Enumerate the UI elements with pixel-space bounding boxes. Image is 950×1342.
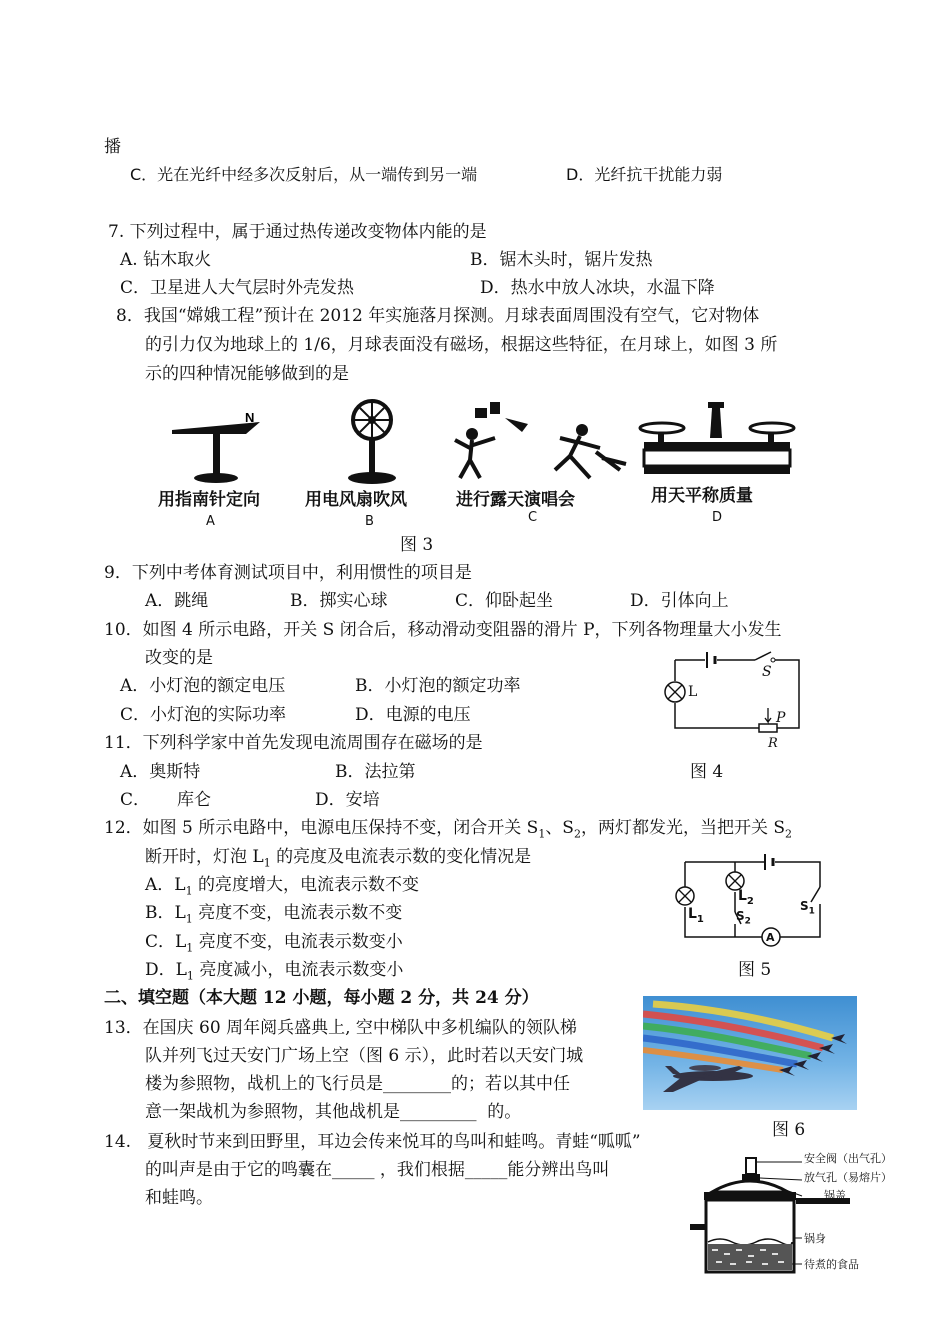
cooker-label-body: 锅身: [804, 1232, 826, 1245]
q10-option-d: D．电源的电压: [355, 705, 471, 725]
q10-line2: 改变的是: [145, 648, 213, 668]
q9-option-d: D．引体向上: [630, 591, 729, 611]
fig4-label-l: L: [688, 684, 698, 700]
q12-option-d: D．$L_1$ 亮度减小，电流表示数变小: [145, 960, 404, 983]
q12-line2: 断开时，灯泡 $L_1$ 的亮度及电流表示数的变化情况是: [145, 847, 532, 870]
q11-option-a: A．奥斯特: [120, 762, 201, 782]
q13-line1: 13．在国庆 60 周年阅兵盛典上, 空中梯队中多机编队的领队梯: [104, 1018, 577, 1038]
q8-line3: 示的四种情况能够做到的是: [145, 364, 349, 384]
q8-line2: 的引力仅为地球上的 1/6，月球表面没有磁场，根据这些特征，在月球上，如图 3 所: [145, 335, 778, 355]
fig3-letter-d: D: [712, 510, 723, 525]
q11-option-b: B．法拉第: [335, 762, 416, 782]
cooker-label-food: 待煮的食品: [804, 1258, 859, 1271]
compass-stand-icon: [172, 410, 260, 483]
fig5-label-s1: $S_1$: [800, 899, 815, 917]
fig3-letter-b: B: [365, 514, 374, 529]
cooker-label-safety-valve: 安全阀（出气孔）: [804, 1152, 892, 1165]
q10-option-b: B．小灯泡的额定功率: [355, 676, 521, 696]
fig5-ammeter-label: A: [766, 931, 775, 944]
q9-stem: 9．下列中考体育测试项目中，利用惯性的项目是: [104, 563, 472, 583]
prev-option-c: C．光在光纤中经多次反射后，从一端传到另一端: [130, 165, 478, 184]
q10-line1: 10．如图 4 所示电路，开关 S 闭合后，移动滑动变阻器的滑片 P，下列各物理量大小发生: [104, 620, 782, 640]
q11-option-c: C． 库仑: [120, 790, 212, 810]
pressure-cooker-diagram: [690, 1150, 800, 1280]
q12-option-a: A．$L_1$ 的亮度增大，电流表示数不变: [145, 875, 419, 898]
q14-line3: 和蛙鸣。: [145, 1188, 213, 1208]
q12-line1: 12．如图 5 所示电路中，电源电压保持不变，闭合开关 $S_1$、$S_2$，两灯都发光，当把开关 $S_2$: [104, 818, 793, 841]
q10-option-a: A．小灯泡的额定电压: [120, 676, 286, 696]
figure-6-photo: [643, 996, 857, 1110]
prev-line-end: 播: [104, 137, 121, 157]
fig6-caption: 图 6: [772, 1120, 806, 1140]
fig3-letter-a: A: [206, 514, 215, 529]
fig3-caption: 图 3: [400, 535, 434, 555]
q13-line2: 队并列飞过天安门广场上空（图 6 示），此时若以天安门城: [145, 1046, 584, 1066]
fig4-label-p: P: [776, 710, 786, 726]
section-2-heading: 二、填空题（本大题 12 小题，每小题 2 分，共 24 分）: [104, 988, 539, 1008]
q13-line3: 楼为参照物，战机上的飞行员是________的；若以其中任: [145, 1074, 570, 1094]
fig3-letter-c: C: [528, 510, 538, 525]
electric-fan-icon: [348, 401, 396, 484]
fig4-label-r: R: [768, 736, 778, 751]
q12-option-b: B．$L_1$ 亮度不变，电流表示数不变: [145, 903, 403, 926]
q7-stem: 7. 下列过程中，属于通过热传递改变物体内能的是: [108, 222, 487, 242]
fig3-label-c: 进行露天演唱会: [456, 490, 575, 510]
cooker-label-vent: 放气孔（易熔片）: [804, 1171, 892, 1184]
fig4-caption: 图 4: [690, 762, 724, 782]
fig5-label-l2: $L_2$: [738, 888, 754, 907]
q7-option-c: C．卫星进人大气层时外壳发热: [120, 278, 355, 298]
balance-scale-icon: [640, 402, 794, 474]
fig5-label-l1: $L_1$: [688, 906, 704, 925]
fig3-label-b: 用电风扇吹风: [305, 490, 407, 510]
prev-option-d: D．光纤抗干扰能力弱: [566, 165, 723, 184]
q11-stem: 11．下列科学家中首先发现电流周围存在磁场的是: [104, 733, 483, 753]
q7-option-a: A. 钻木取火: [120, 250, 212, 270]
q9-option-a: A．跳绳: [145, 591, 209, 611]
q14-line1: 14. 夏秋时节来到田野里，耳边会传来悦耳的鸟叫和蛙鸣。青蛙“呱呱”: [104, 1132, 641, 1152]
q10-option-c: C．小灯泡的实际功率: [120, 705, 287, 725]
fig3-label-a: 用指南针定向: [158, 490, 260, 510]
fig3-label-d: 用天平称质量: [651, 486, 753, 506]
q9-option-c: C．仰卧起坐: [455, 591, 554, 611]
aircraft-smoke-image: [643, 996, 857, 1110]
q7-option-d: D．热水中放人冰块，水温下降: [480, 278, 715, 298]
q12-option-c: C．$L_1$ 亮度不变，电流表示数变小: [145, 932, 403, 955]
q14-line2: 的叫声是由于它的鸣囊在_____ ，我们根据_____能分辨出鸟叫: [145, 1160, 610, 1180]
q9-option-b: B．掷实心球: [290, 591, 388, 611]
q11-option-d: D．安培: [315, 790, 380, 810]
q13-line4: 意一架战机为参照物，其他战机是_________ 的。: [145, 1102, 522, 1122]
fig4-label-s: S: [762, 664, 772, 680]
fig5-label-s2: $S_2$: [736, 909, 751, 927]
svg-text:N: N: [245, 410, 255, 425]
fig5-caption: 图 5: [738, 960, 772, 980]
concert-singers-icon: [455, 402, 626, 478]
q7-option-b: B．锯木头时，锯片发热: [470, 250, 653, 270]
q8-line1: 8．我国“嫦娥工程”预计在 2012 年实施落月探测。月球表面周围没有空气，它对物体: [116, 306, 760, 326]
cooker-label-lid: 锅盖: [824, 1189, 846, 1202]
